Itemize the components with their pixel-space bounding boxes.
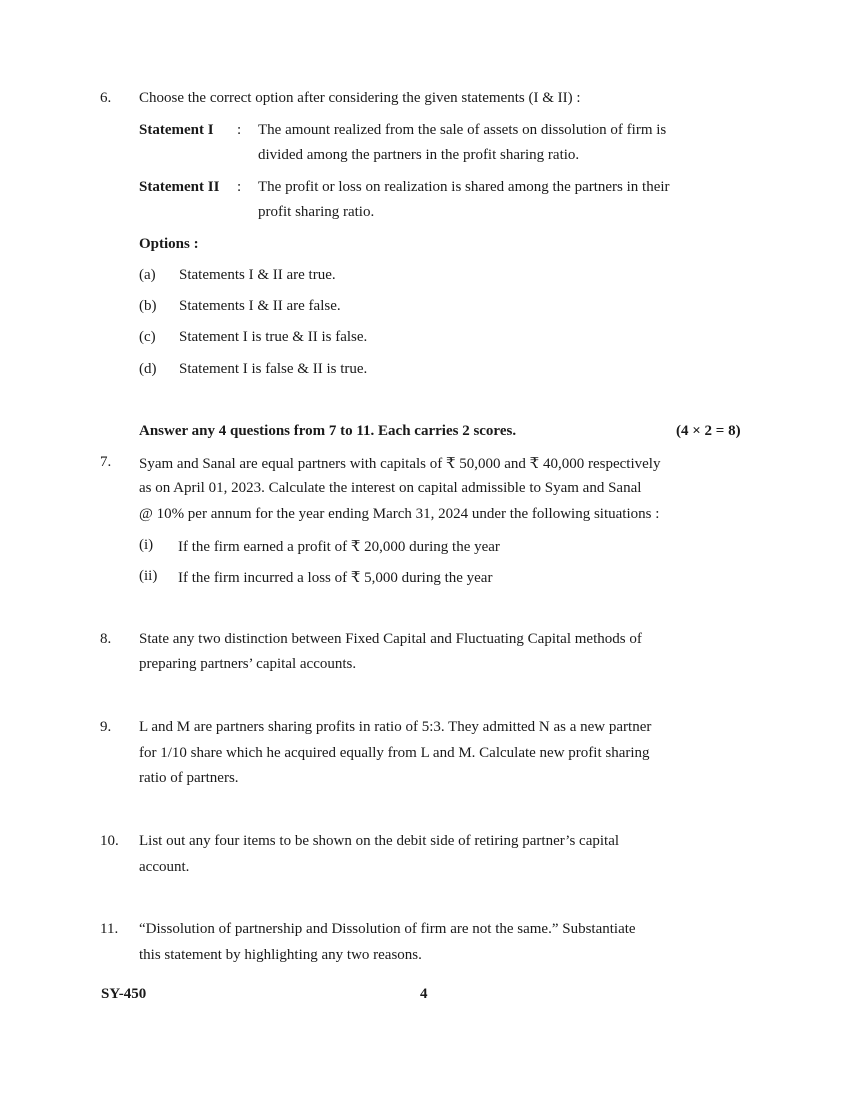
question-text: @ 10% per annum for the year ending March 31, 2024 under the following situations : [139,506,660,522]
statement-text: The profit or loss on realization is shared among the partners in their [258,179,670,195]
question-prompt: Choose the correct option after considering the given statements (I & II) : [139,90,581,106]
option-label: (c) [139,329,156,345]
section-instruction: Answer any 4 questions from 7 to 11. Each carries 2 scores. [139,423,517,439]
question-number: 7. [100,454,112,470]
option-label: (b) [139,298,157,314]
statement-colon: : [237,179,242,195]
question-number: 10. [100,833,119,849]
case-text: If the firm incurred a loss of ₹ 5,000 during the year [178,570,493,586]
option-text: Statement I is false & II is true. [179,361,368,377]
option-text: Statement I is true & II is false. [179,329,368,345]
question-text: State any two distinction between Fixed Capital and Fluctuating Capital methods of [139,631,642,647]
question-text: “Dissolution of partnership and Dissolution of firm are not the same.” Substantiate [139,921,636,937]
option-label: (d) [139,361,157,377]
case-label: (i) [139,537,154,553]
question-text: this statement by highlighting any two reasons. [139,947,422,963]
option-label: (a) [139,267,156,283]
statement-label: Statement I [139,122,214,138]
question-text: preparing partners’ capital accounts. [139,656,357,672]
case-label: (ii) [139,568,158,584]
question-text: Syam and Sanal are equal partners with capitals of ₹ 50,000 and ₹ 40,000 respectively [139,456,661,472]
question-text: L and M are partners sharing profits in ratio of 5:3. They admitted N as a new partner [139,719,652,735]
question-text: for 1/10 share which he acquired equally from L and M. Calculate new profit sharing [139,745,650,761]
question-number: 6. [100,90,112,106]
question-text: as on April 01, 2023. Calculate the interest on capital admissible to Syam and Sanal [139,480,642,496]
statement-text: divided among the partners in the profit sharing ratio. [258,147,580,163]
question-number: 9. [100,719,112,735]
question-text: account. [139,859,190,875]
statement-text: profit sharing ratio. [258,204,375,220]
option-text: Statements I & II are false. [179,298,341,314]
question-number: 11. [100,921,119,937]
section-marks: (4 × 2 = 8) [676,423,741,439]
option-text: Statements I & II are true. [179,267,336,283]
statement-text: The amount realized from the sale of assets on dissolution of firm is [258,122,667,138]
options-heading: Options : [139,236,199,252]
paper-code: SY-450 [101,986,147,1002]
statement-label: Statement II [139,179,220,195]
page-number: 4 [420,986,428,1002]
question-text: ratio of partners. [139,770,239,786]
question-number: 8. [100,631,112,647]
question-text: List out any four items to be shown on the debit side of retiring partner’s capital [139,833,620,849]
statement-colon: : [237,122,242,138]
case-text: If the firm earned a profit of ₹ 20,000 during the year [178,539,500,555]
